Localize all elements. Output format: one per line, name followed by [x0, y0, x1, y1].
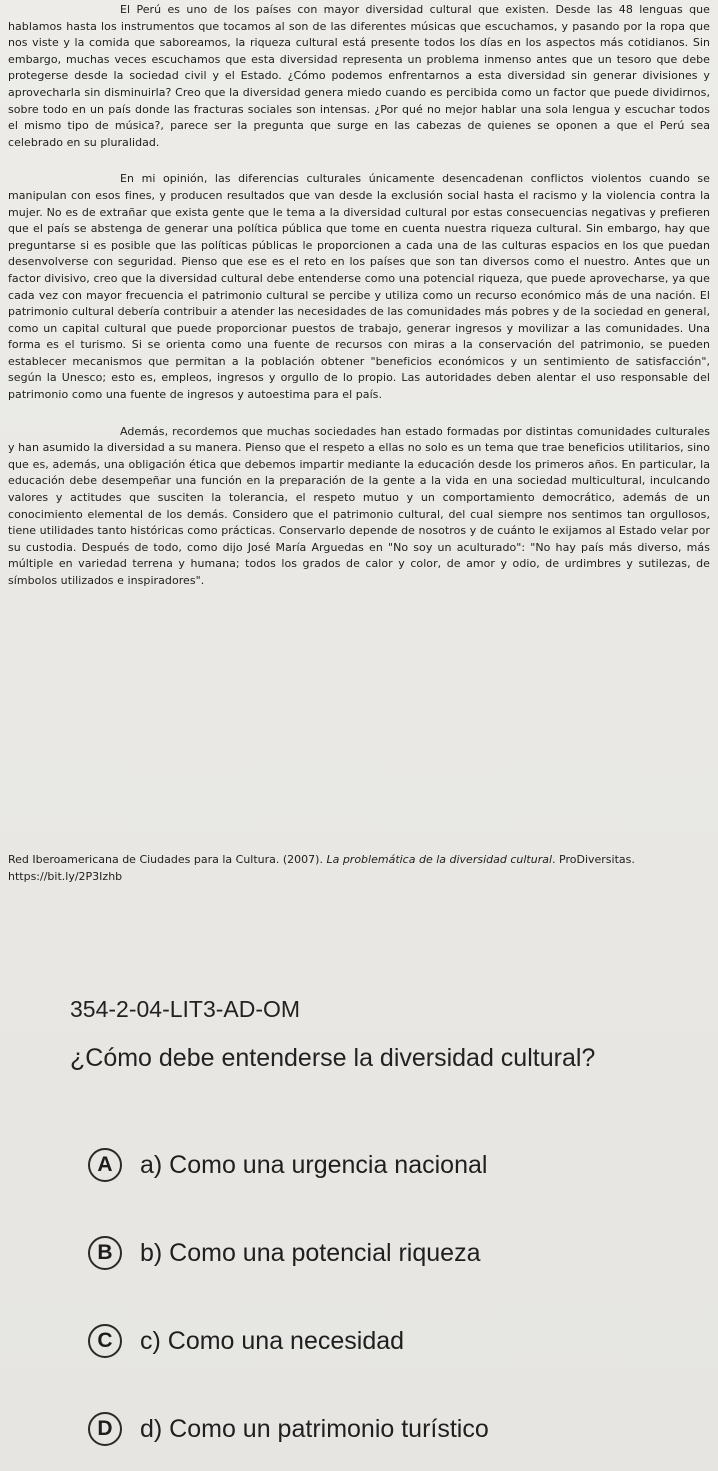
- passage-paragraph-2: En mi opinión, las diferencias culturales únicamente desencadenan conflictos violentos cuando se manipulan con esos fines, y producen resultados que van desde la exclusión social hasta el racismo y la violencia contra la mujer. No es de extrañar que exista gente que le tema a la diversidad cultural por estas consecuencias negativas y prefieren que el país se abstenga de generar una política pública que tome en cuenta nuestra riqueza cultural. Sin embargo, hay que preguntarse si es posible que las políticas públicas le proporcionen a cada una de las culturas espacios en los que puedan desenvolverse con seguridad. Pienso que ese es el reto en los países que son tan diversos como el nuestro. Antes que un factor divisivo, creo que la diversidad cultural debe entenderse como una potencial riqueza, que puede aprovecharse, ya que cada vez con mayor frecuencia el patrimonio cultural se percibe y utiliza como un recurso económico más de una nación. El patrimonio cultural debería contribuir a atender las necesidades de las comunidades más pobres y de la sociedad en general, como un capital cultural que puede proporcionar puestos de trabajo, generar ingresos y movilizar a las comunidades. Una forma es el turismo. Si se orienta como una fuente de recursos con miras a la conservación del patrimonio, se pueden establecer mecanismos que permitan a la población obtener "beneficios económicos y un sentimiento de satisfacción", según la Unesco; esto es, empleos, ingresos y orgullo de lo propio. Las autoridades deben alentar el uso responsable del patrimonio como una fuente de ingresos y autoestima para el país.: [8, 172, 710, 402]
- passage-paragraph-1: El Perú es uno de los países con mayor diversidad cultural que existen. Desde las 48 lenguas que hablamos hasta los instrumentos que tocamos al son de las diferentes músicas que escuchamos, y pasando por la ropa que nos viste y la comida que saboreamos, la riqueza cultural está presente todos los días en los aspectos más cotidianos. Sin embargo, muchas veces escuchamos que esta diversidad representa un problema inmenso antes que un tesoro que debe protegerse desde la sociedad civil y el Estado. ¿Cómo podemos enfrentarnos a esta diversidad sin generar divisiones y aprovecharla sin disminuirla? Creo que la diversidad genera miedo cuando es percibida como un factor que puede dividirnos, sobre todo en un país donde las fracturas sociales son intensas. ¿Por qué no mejor hablar una sola lengua y escuchar todos el mismo tipo de música?, parece ser la pregunta que surge en las cabezas de quienes se oponen a que el Perú sea celebrado en su pluralidad.: [8, 3, 710, 149]
- option-d-text: d) Como un patrimonio turístico: [140, 1414, 489, 1443]
- option-a-text: a) Como una urgencia nacional: [140, 1150, 488, 1179]
- passage-paragraph-3: Además, recordemos que muchas sociedades han estado formadas por distintas comunidades culturales y han asumido la diversidad a su manera. Pienso que el respeto a ellas no solo es un tema que trae beneficios utilitarios, sino que es, además, una obligación ética que debemos impartir mediante la educación desde los primeros años. En particular, la educación debe desempeñar una función en la preparación de la gente a la vida en una sociedad multicultural, inculcando valores y actitudes que susciten la tolerancia, el respeto mutuo y un comportamiento democrático, además de un conocimiento elemental de los demás. Considero que el patrimonio cultural, del cual siempre nos sentimos tan orgullosos, tiene utilidades tanto históricas como prácticas. Conservarlo depende de nosotros y de cuánto le exijamos al Estado velar por su custodia. Después de todo, como dijo José María Arguedas en "No soy un aculturado": "No hay país más diverso, más múltiple en variedad terrena y humana; todos los grados de calor y color, de amor y odio, de urdimbres y sutilezas, de símbolos utilizados e inspiradores".: [8, 424, 710, 587]
- option-b-badge[interactable]: B: [88, 1236, 122, 1270]
- option-b-text: b) Como una potencial riqueza: [140, 1238, 481, 1267]
- option-c-badge[interactable]: C: [88, 1324, 122, 1358]
- reading-passage: [8, 2, 710, 612]
- question-id: 354-2-04-LIT3-AD-OM: [70, 996, 301, 1022]
- option-a-badge[interactable]: A: [88, 1148, 122, 1182]
- source-citation: [8, 851, 710, 885]
- citation-author: Red Iberoamericana de Ciudades para la Cultura. (2007).: [8, 853, 327, 866]
- citation-title: La problemática de la diversidad cultural: [326, 853, 553, 866]
- citation-source: . ProDiversitas. https://bit.ly/2P3Izhb: [8, 853, 635, 883]
- option-c-text: c) Como una necesidad: [140, 1326, 405, 1355]
- question-text: ¿Cómo debe entenderse la diversidad cultural?: [70, 1044, 596, 1072]
- option-d[interactable]: [88, 1411, 489, 1447]
- option-c[interactable]: [88, 1323, 404, 1359]
- option-b[interactable]: [88, 1235, 480, 1271]
- option-a[interactable]: [88, 1147, 487, 1183]
- option-d-badge[interactable]: D: [88, 1412, 122, 1446]
